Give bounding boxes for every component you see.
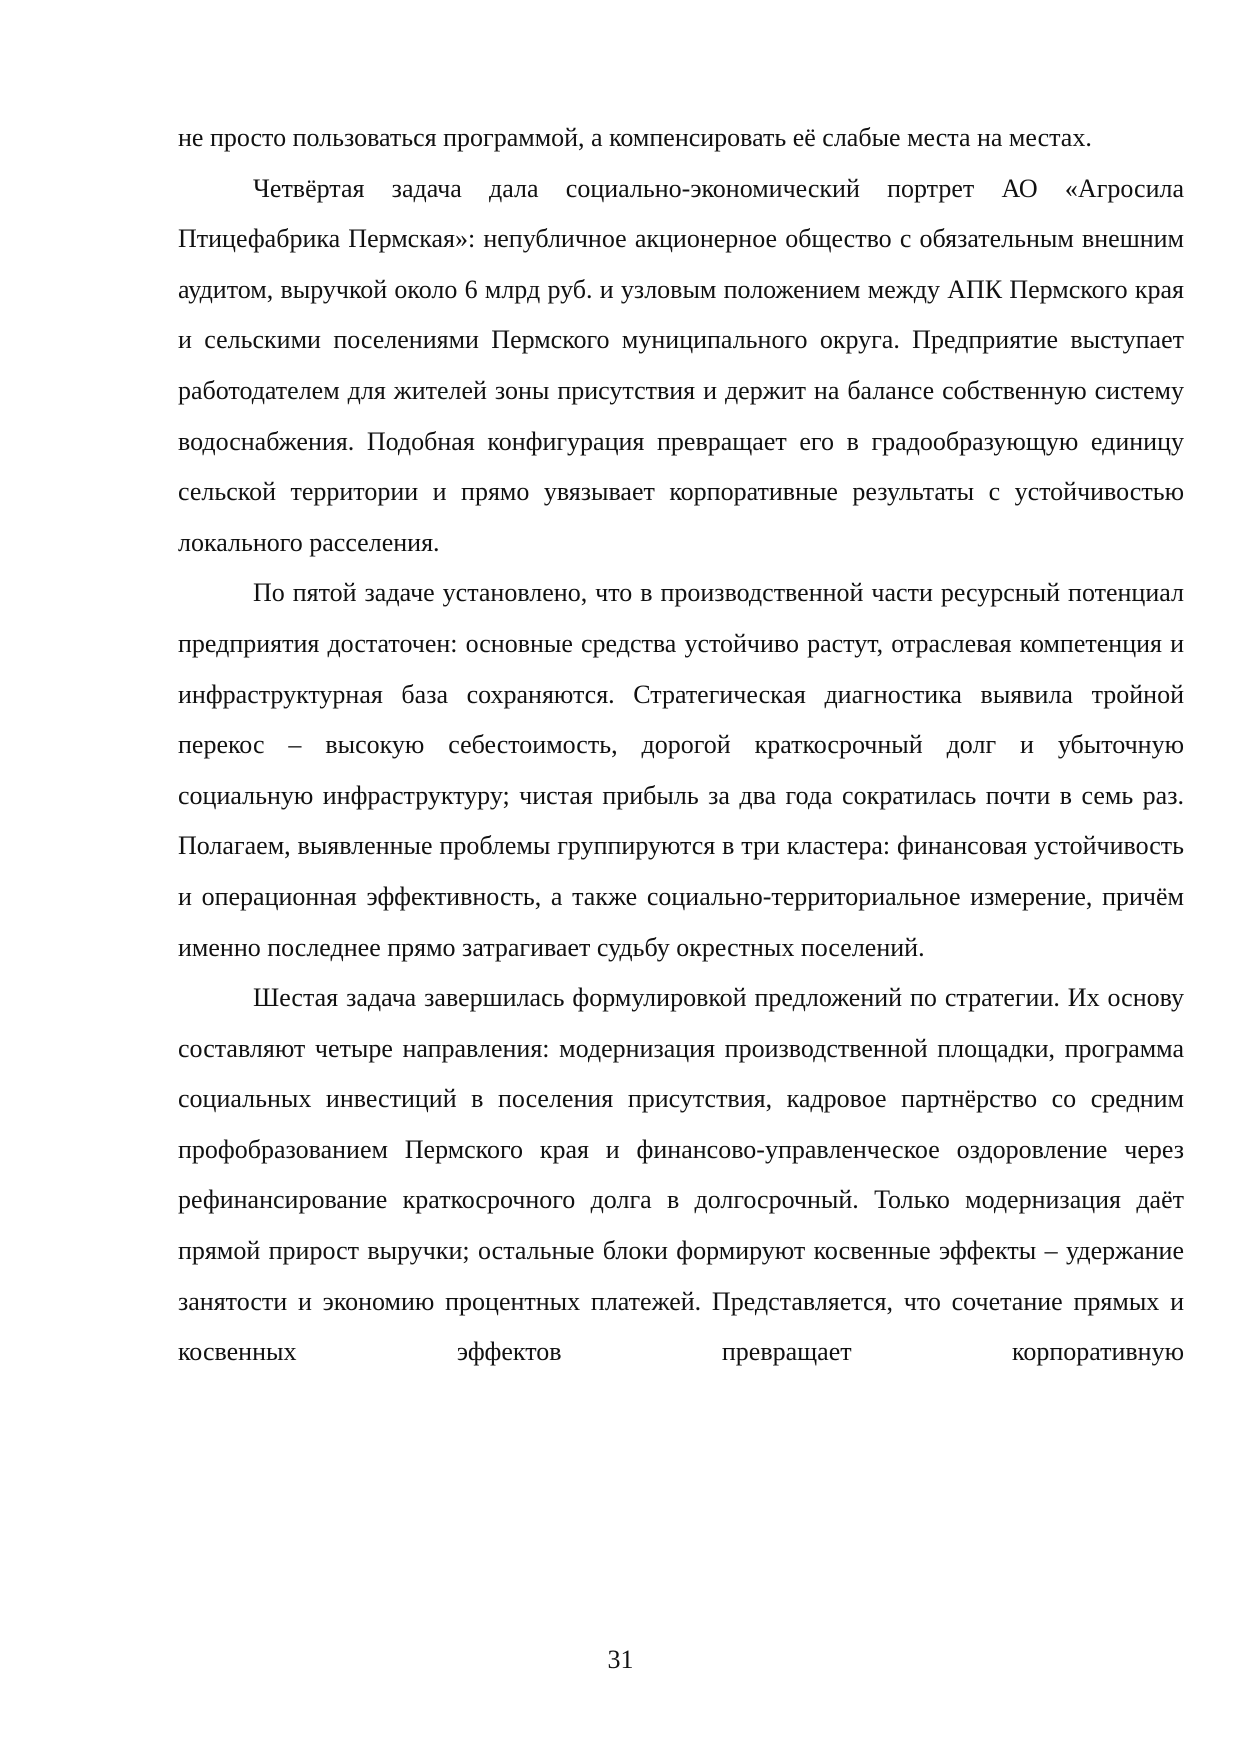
paragraph-task-six: Шестая задача завершилась формулировкой предложений по стратегии. Их основу составляют четыре направления: модернизация производственной площадки, программа социальных инвестиций в поселения присутствия, кадровое партнёрство со средним профобразованием Пермского края и финансово-управленческое оздоровление через рефинансирование краткосрочного долга в долгосрочный. Только модернизация даёт прямой прирост выручки; остальные блоки формируют косвенные эффекты – удержание занятости и экономию процентных платежей. Представляется, что сочетание прямых и косвенных эффектов превращает корпоративную	[178, 983, 1184, 1367]
paragraph-continuation: не просто пользоваться программой, а компенсировать её слабые места на местах.	[178, 123, 1092, 152]
paragraph-task-five: По пятой задаче установлено, что в производственной части ресурсный потенциал предприятия достаточен: основные средства устойчиво растут, отраслевая компетенция и инфраструктурная база сохраняются. Стратегическая диагностика выявила тройной перекос – высокую себестоимость, дорогой краткосрочный долг и убыточную социальную инфраструктуру; чистая прибыль за два года сократилась почти в семь раз. Полагаем, выявленные проблемы группируются в три кластера: финансовая устойчивость и операционная эффективность, а также социально-территориальное измерение, причём именно последнее прямо затрагивает судьбу окрестных поселений.	[178, 578, 1184, 962]
page-number: 31	[607, 1645, 634, 1674]
paragraph-task-four: Четвёртая задача дала социально-экономический портрет АО «Агросила Птицефабрика Пермская»: непубличное акционерное общество с обязательным внешним аудитом, выручкой около 6 млрд руб. и узловым положением между АПК Пермского края и сельскими поселениями Пермского муниципального округа. Предприятие выступает работодателем для жителей зоны присутствия и держит на балансе собственную систему водоснабжения. Подобная конфигурация превращает его в градообразующую единицу сельской территории и прямо увязывает корпоративные результаты с устойчивостью локального расселения.	[178, 173, 1184, 557]
body-text	[178, 113, 1184, 1378]
